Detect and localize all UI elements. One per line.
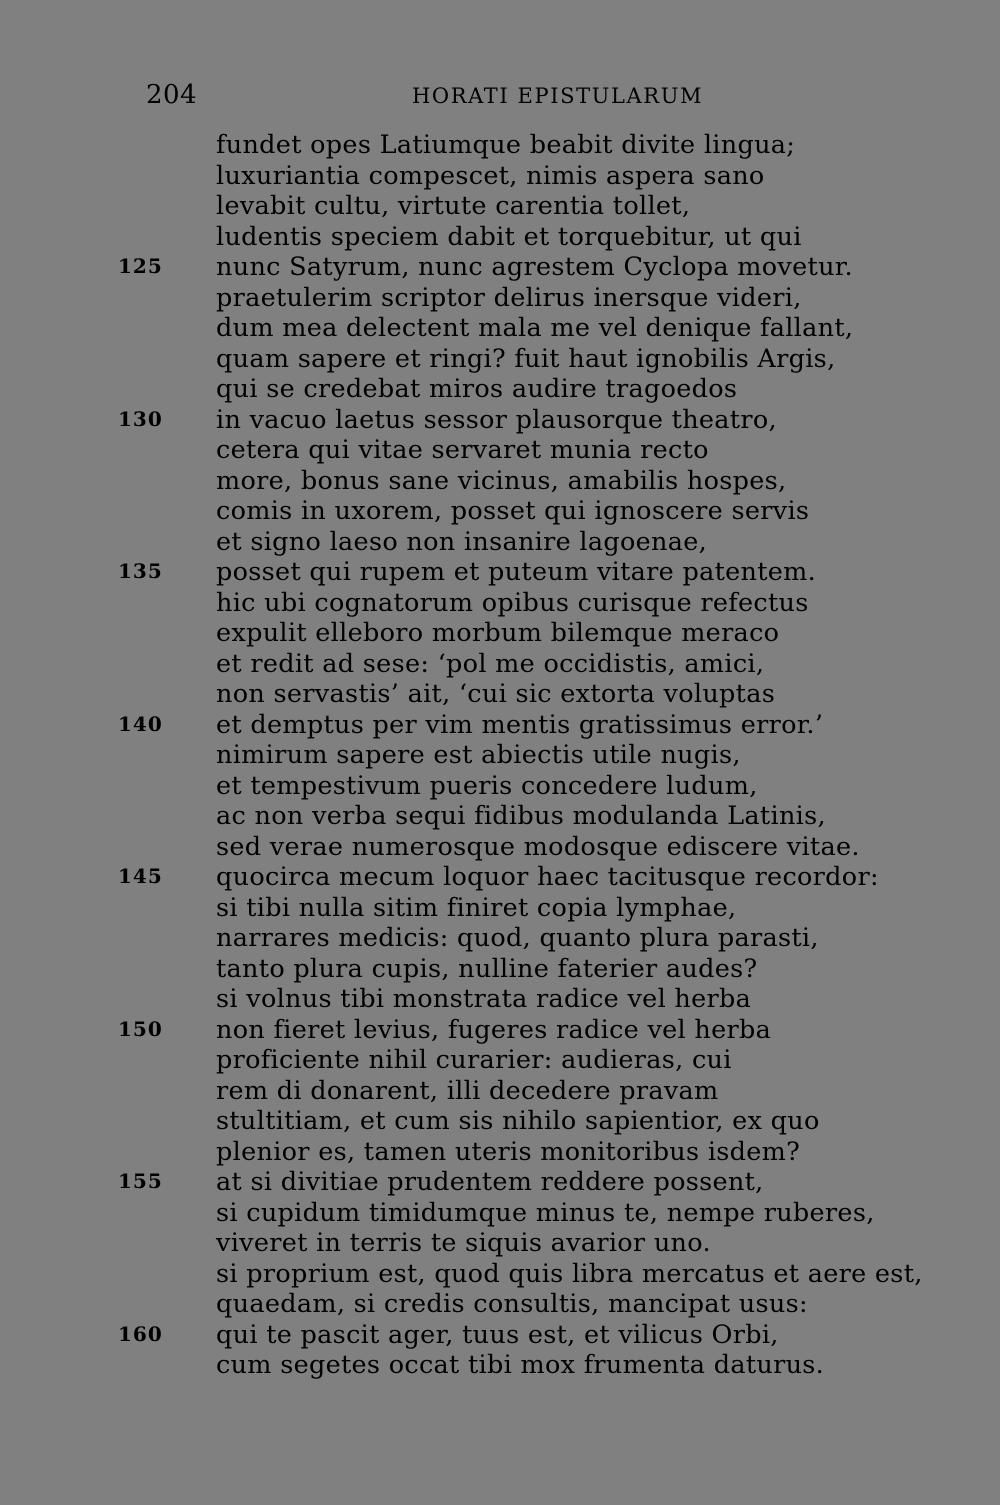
verse-line bbox=[0, 923, 1000, 954]
verse-text: non fieret levius, fugeres radice vel herba bbox=[216, 1014, 772, 1045]
verse-text: ac non verba sequi fidibus modulanda Latinis, bbox=[216, 801, 826, 831]
verse-line bbox=[0, 161, 1000, 192]
verse-text: si volnus tibi monstrata radice vel herba bbox=[216, 984, 752, 1014]
verse-line bbox=[0, 1289, 1000, 1320]
verse-line bbox=[0, 1259, 1000, 1290]
verse-text: stultitiam, et cum sis nihilo sapientior, ex quo bbox=[216, 1106, 820, 1136]
verse-text: comis in uxorem, posset qui ignoscere servis bbox=[216, 496, 810, 526]
verse-text: cetera qui vitae servaret munia recto bbox=[216, 435, 709, 465]
verse-line bbox=[0, 130, 1000, 161]
line-number: 130 bbox=[118, 406, 163, 431]
verse-line bbox=[0, 222, 1000, 253]
verse-line bbox=[0, 1045, 1000, 1076]
verse-line bbox=[0, 801, 1000, 832]
verse-text: non servastis’ ait, ‘cui sic extorta voluptas bbox=[216, 679, 776, 709]
verse-text: et signo laeso non insanire lagoenae, bbox=[216, 526, 708, 557]
verse-line bbox=[0, 1106, 1000, 1137]
verse-line bbox=[0, 893, 1000, 924]
verse-line bbox=[0, 1350, 1000, 1381]
verse-line bbox=[0, 374, 1000, 405]
verse-text: plenior es, tamen uteris monitoribus isdem? bbox=[216, 1136, 801, 1167]
verse-text: at si divitiae prudentem reddere possent, bbox=[216, 1167, 764, 1197]
verse-text: tanto plura cupis, nulline faterier audes? bbox=[216, 953, 758, 984]
verse-line bbox=[0, 313, 1000, 344]
line-number: 155 bbox=[118, 1169, 163, 1193]
verse-line bbox=[0, 1076, 1000, 1107]
verse-text: si proprium est, quod quis libra mercatus et aere est, bbox=[216, 1258, 923, 1289]
line-number: 150 bbox=[118, 1016, 163, 1041]
verse-line bbox=[0, 405, 1000, 436]
verse-line bbox=[0, 832, 1000, 863]
verse-text: et demptus per vim mentis gratissimus error.’ bbox=[216, 709, 824, 740]
line-number: 160 bbox=[118, 1321, 163, 1346]
verse-line bbox=[0, 679, 1000, 710]
verse-text: et redit ad sese: ‘pol me occidistis, amici, bbox=[216, 648, 765, 679]
verse-line bbox=[0, 466, 1000, 497]
verse-line bbox=[0, 496, 1000, 527]
verse-text: viveret in terris te siquis avarior uno. bbox=[216, 1228, 711, 1258]
verse-text: nunc Satyrum, nunc agrestem Cyclopa movetur. bbox=[216, 252, 853, 282]
line-number: 145 bbox=[118, 864, 163, 888]
verse-line bbox=[0, 1015, 1000, 1046]
verse-text: rem di donarent, illi decedere pravam bbox=[216, 1075, 719, 1106]
verse-text: expulit elleboro morbum bilemque meraco bbox=[216, 618, 780, 648]
verse-text: praetulerim scriptor delirus inersque videri, bbox=[216, 282, 802, 313]
verse-line bbox=[0, 557, 1000, 588]
verse-text: luxuriantia compescet, nimis aspera sano bbox=[216, 160, 765, 191]
running-head: HORATI EPISTULARUM bbox=[412, 84, 704, 108]
verse-text: narrares medicis: quod, quanto plura parasti, bbox=[216, 923, 819, 953]
page-header bbox=[140, 78, 840, 114]
verse-line bbox=[0, 1137, 1000, 1168]
verse-line bbox=[0, 527, 1000, 558]
verse-line bbox=[0, 649, 1000, 680]
verse-text: sed verae numerosque modosque ediscere vitae. bbox=[216, 831, 860, 862]
verse-line bbox=[0, 771, 1000, 802]
verse-text: quaedam, si credis consultis, mancipat usus: bbox=[216, 1289, 808, 1319]
verse-text: qui te pascit ager, tuus est, et vilicus Orbi, bbox=[216, 1319, 779, 1350]
verse-line bbox=[0, 1320, 1000, 1351]
verse-line bbox=[0, 191, 1000, 222]
verse-line bbox=[0, 710, 1000, 741]
verse-text: hic ubi cognatorum opibus curisque refectus bbox=[216, 587, 809, 618]
verse-text: dum mea delectent mala me vel denique fallant, bbox=[216, 313, 854, 343]
verse-text: si tibi nulla sitim finiret copia lymphae, bbox=[216, 892, 737, 923]
verse-text: more, bonus sane vicinus, amabilis hospes, bbox=[216, 465, 787, 496]
verse-line bbox=[0, 1198, 1000, 1229]
verse-line bbox=[0, 344, 1000, 375]
verse-text: fundet opes Latiumque beabit divite lingua; bbox=[216, 130, 796, 160]
page-number: 204 bbox=[146, 80, 198, 110]
verse-text: levabit cultu, virtute carentia tollet, bbox=[216, 191, 691, 221]
verse-line bbox=[0, 1228, 1000, 1259]
verse-text: et tempestivum pueris concedere ludum, bbox=[216, 770, 758, 801]
verse-line bbox=[0, 1167, 1000, 1198]
verse-text: cum segetes occat tibi mox frumenta daturus. bbox=[216, 1350, 825, 1380]
line-number: 125 bbox=[118, 254, 163, 278]
verse-text: posset qui rupem et puteum vitare patentem. bbox=[216, 557, 817, 587]
verse-text: qui se credebat miros audire tragoedos bbox=[216, 374, 738, 404]
verse-line bbox=[0, 954, 1000, 985]
verse-block bbox=[0, 130, 1000, 1381]
verse-text: quam sapere et ringi? fuit haut ignobilis Argis, bbox=[216, 343, 836, 374]
verse-line bbox=[0, 588, 1000, 619]
line-number: 140 bbox=[118, 711, 163, 736]
verse-text: proficiente nihil curarier: audieras, cui bbox=[216, 1045, 732, 1075]
verse-line bbox=[0, 283, 1000, 314]
verse-line bbox=[0, 984, 1000, 1015]
verse-text: quocirca mecum loquor haec tacitusque recordor: bbox=[216, 862, 879, 892]
verse-text: nimirum sapere est abiectis utile nugis, bbox=[216, 740, 741, 770]
verse-line bbox=[0, 740, 1000, 771]
verse-line bbox=[0, 618, 1000, 649]
line-number: 135 bbox=[118, 559, 163, 583]
verse-text: in vacuo laetus sessor plausorque theatro, bbox=[216, 404, 777, 435]
verse-line bbox=[0, 435, 1000, 466]
verse-text: si cupidum timidumque minus te, nempe ruberes, bbox=[216, 1197, 875, 1228]
verse-line bbox=[0, 252, 1000, 283]
verse-line bbox=[0, 862, 1000, 893]
verse-text: ludentis speciem dabit et torquebitur, ut qui bbox=[216, 221, 802, 252]
